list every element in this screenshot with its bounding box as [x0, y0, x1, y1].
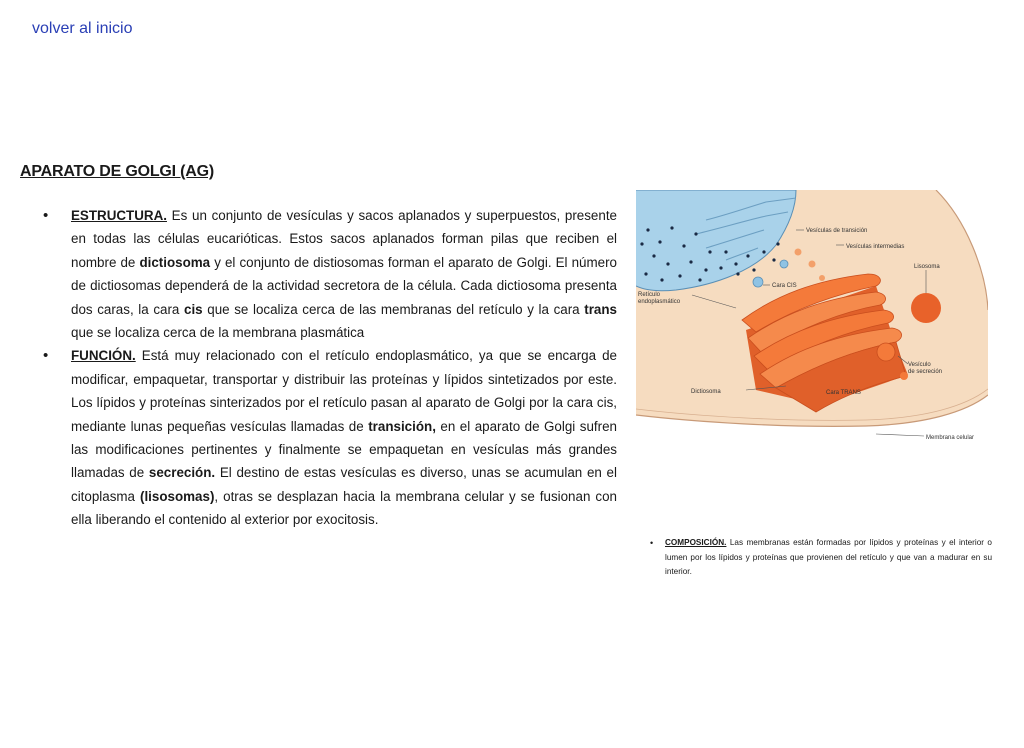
funcion-text-1: Está muy relacionado con el retículo endoplasmático, ya que se encarga de modificar, empaquetar, transportar y distribuir las proteínas y lípidos sintetizados por este. Los lípidos y proteínas sinterizados por el retículo pasan al aparato de Golgi por la cara cis, mediante lunas pequeñas vesículas llamadas de	[71, 348, 617, 434]
estructura-bold-trans: trans	[584, 301, 617, 317]
label-reticulo-2: endoplasmático	[638, 299, 681, 305]
label-vesiculo-2: de secreción	[908, 369, 943, 375]
funcion-label: FUNCIÓN.	[71, 348, 136, 364]
composicion-text: Las membranas están formadas por lípidos y proteínas y el interior o lumen por los lípidos y proteínas que provienen del retículo y que van a madurar en su interior.	[665, 538, 992, 576]
label-lisosoma: Lisosoma	[914, 264, 940, 270]
estructura-text-4: que se localiza cerca de la membrana plasmática	[71, 325, 365, 341]
label-membrana-celular: Membrana celular	[926, 435, 975, 441]
estructura-bold-dictiosoma: dictiosoma	[139, 254, 211, 270]
list-item-funcion	[40, 344, 617, 531]
composicion-list	[650, 536, 992, 580]
funcion-text-4: , otras se desplazan hacia la membrana celular y se fusionan con ella liberando el contenido al exterior por exocitosis.	[71, 488, 617, 528]
composicion-label: COMPOSICIÓN.	[665, 538, 727, 547]
estructura-bold-cis: cis	[184, 301, 203, 317]
page-title: APARATO DE GOLGI (AG)	[20, 163, 215, 180]
main-content-list	[40, 204, 617, 532]
label-reticulo-1: Retículo	[638, 292, 661, 298]
label-vesiculo-1: Vesículo	[908, 362, 931, 368]
back-to-home-link[interactable]: volver al inicio	[32, 20, 133, 37]
list-item-estructura	[40, 204, 617, 344]
estructura-label: ESTRUCTURA.	[71, 208, 167, 223]
estructura-text-1: Es un conjunto de vesículas y sacos aplanados y superpuestos, presente en todas las células eucarióticas. Estos sacos aplanados forman pilas que reciben el nombre de	[71, 208, 617, 270]
funcion-text-2: en el aparato de Golgi sufren las modificaciones pertinentes y finalmente se empaquetan en vesículas más grandes llamadas de	[71, 418, 617, 481]
list-item-composicion	[650, 536, 992, 580]
funcion-bold-lisosomas: (lisosomas)	[140, 488, 215, 504]
funcion-bold-secrecion: secreción.	[148, 465, 216, 481]
label-cara-cis: Cara CIS	[772, 283, 797, 289]
label-dictiosoma: Dictiosoma	[691, 389, 721, 395]
funcion-text-3: El destino de estas vesículas es diverso, unas se acumulan en el citoplasma	[71, 465, 617, 504]
label-cara-trans: Cara TRANS	[826, 390, 861, 396]
label-vesiculas-intermedias: Vesículas intermedias	[846, 244, 905, 250]
estructura-text-2: y el conjunto de distiosomas forman el aparato de Golgi. El número de dictiosomas dependerá de la actividad secretora de la célula. Cada dictiosoma presenta dos caras, la cara	[71, 254, 617, 317]
funcion-bold-transicion: transición,	[368, 418, 436, 434]
label-vesiculas-transicion: Vesículas de transición	[806, 228, 868, 234]
golgi-diagram	[636, 190, 988, 470]
estructura-text-3: que se localiza cerca de las membranas del retículo y la cara	[202, 301, 585, 317]
